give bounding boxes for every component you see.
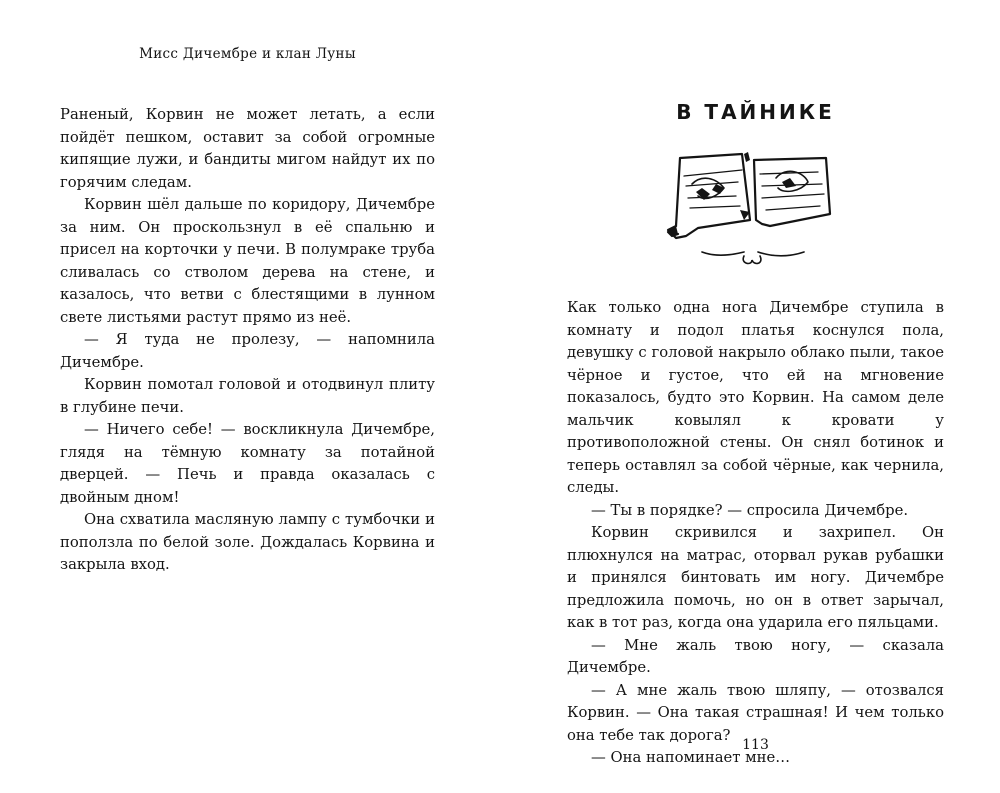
- paragraph: Корвин помотал головой и отодвинул плиту в глубине печи.: [60, 376, 435, 416]
- running-head: Мисс Дичембре и клан Луны: [139, 46, 356, 62]
- right-page: [500, 0, 1000, 793]
- paragraph: Как только одна нога Дичембре ступила в комнату и подол платья коснулся пола, девушку с головой накрыло облако пыли, такое чёрное и густое, что ей на мгновение показалось, будто это Корвин. На самом деле мальчик ковылял к кровати у противоположной стены. Он снял ботинок и теперь оставлял за собой чёрные, как чернила, следы.: [567, 299, 944, 496]
- paragraph: — Ты в порядке? — спросила Дичембре.: [591, 501, 909, 519]
- paragraph: Раненый, Корвин не может летать, а если пойдёт пешком, оставит за собой огромные кипящие лужи, и бандиты мигом найдут их по горячим следам.: [60, 106, 435, 191]
- paragraph: — Я туда не пролезу, — напомнила Дичембре.: [60, 331, 435, 371]
- torn-book-illustration-icon: [658, 148, 838, 278]
- right-body-text: [567, 297, 944, 770]
- page-number: 113: [742, 737, 769, 753]
- paragraph: — Мне жаль твою ногу, — сказала Дичембре.: [567, 636, 944, 676]
- paragraph: — Она напоминает мне…: [591, 749, 791, 766]
- paragraph: Корвин шёл дальше по коридору, Дичембре за ним. Он проскользнул в её спальню и присел на корточки у печи. В полумраке труба сливалась со стволом дерева на стене, и казалось, что ветви с блестящими в лунном свете листьями растут прямо из неё.: [60, 196, 435, 326]
- paragraph: — Ничего себе! — воскликнула Дичембре, глядя на тёмную комнату за потайной дверцей. — Печь и правда оказалась с двойным дном!: [60, 421, 435, 506]
- paragraph: Корвин скривился и захрипел. Он плюхнулся на матрас, оторвал рукав рубашки и принялся бинтовать им ногу. Дичембре предложила помочь, но он в ответ зарычал, как в тот раз, когда она ударила его пяльцами.: [567, 524, 944, 631]
- paragraph: — А мне жаль твою шляпу, — отозвался Корвин. — Она такая страшная! И чем только она тебе так дорога?: [567, 681, 944, 744]
- chapter-title: В ТАЙНИКЕ: [676, 100, 835, 124]
- paragraph: Она схватила масляную лампу с тумбочки и поползла по белой золе. Дождалась Корвина и закрыла вход.: [60, 511, 435, 573]
- left-body-text: [60, 104, 435, 577]
